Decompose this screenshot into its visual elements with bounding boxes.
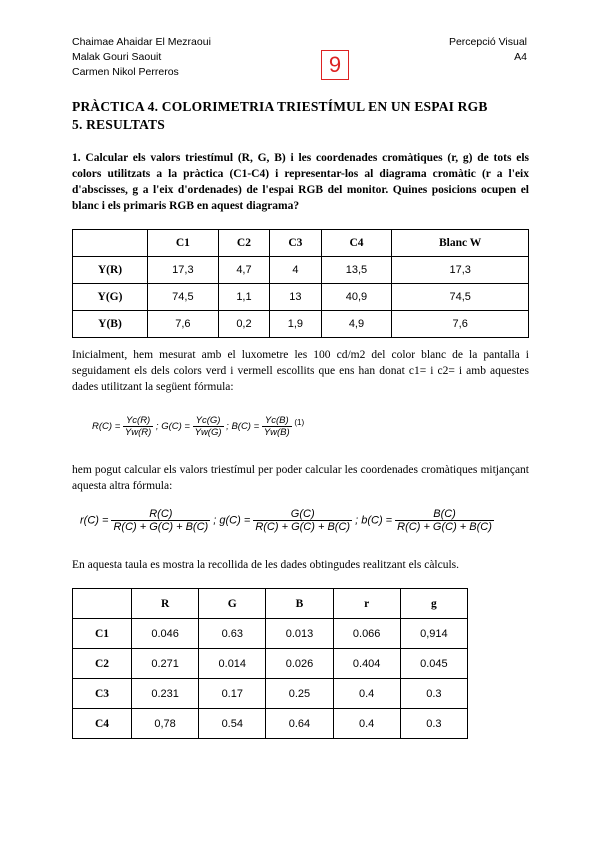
- numerator: R(C): [111, 508, 210, 521]
- table-cell: 0.404: [333, 649, 400, 679]
- table-cell: 40,9: [321, 284, 392, 311]
- denominator: R(C) + G(C) + B(C): [397, 521, 492, 533]
- table-cell: 0.231: [132, 679, 199, 709]
- table-cell: 0.17: [199, 679, 266, 709]
- formula-term: ; G(C) =: [155, 421, 190, 433]
- table-cell: 0.271: [132, 649, 199, 679]
- table-cell: 0.3: [400, 679, 467, 709]
- table-cell: 74,5: [148, 284, 219, 311]
- table-cell: 0.045: [400, 649, 467, 679]
- table-header-cell: C3: [270, 230, 321, 257]
- table-cell: 0,78: [132, 709, 199, 739]
- formula-term: R(C) =: [92, 421, 121, 433]
- table-row: [73, 709, 468, 739]
- table-cell: 7,6: [392, 311, 529, 338]
- numerator: G(C): [253, 508, 352, 521]
- table-cell: 17,3: [392, 257, 529, 284]
- row-label: C2: [73, 649, 132, 679]
- table-cell: 0.64: [266, 709, 333, 739]
- table-row: [73, 284, 529, 311]
- denominator: Yw(R): [124, 427, 152, 438]
- denominator: Yw(G): [194, 427, 222, 438]
- table-header-cell: B: [266, 589, 333, 619]
- title-line: PRÀCTICA 4. COLORIMETRIA TRIESTÍMUL EN UN ESPAI RGB: [72, 99, 488, 114]
- table-header-cell: [73, 230, 148, 257]
- table-cell: 0.63: [199, 619, 266, 649]
- fraction: [262, 415, 292, 438]
- table-cell: 0.4: [333, 679, 400, 709]
- formula-term: ; B(C) =: [226, 421, 260, 433]
- table-cell: 0.066: [333, 619, 400, 649]
- table-cell: 1,9: [270, 311, 321, 338]
- table-header-cell: C2: [218, 230, 269, 257]
- table-row: [73, 619, 468, 649]
- table-cell: 17,3: [148, 257, 219, 284]
- author-name: Carmen Nikol Perreros: [72, 66, 179, 78]
- section-heading: 5. RESULTATS: [72, 117, 165, 132]
- question-text: 1. Calcular els valors triestímul (R, G, B) i les coordenades cromàtiques (r, g) de tots els colors utilitzats a la pràctica (C1-C4) i representar-los al diagrama cromàtic (r a l'eix d'abscisses, g a l'eix d'ordenades) de l'espai RGB del monitor. Quines posicions ocupen el blanc i els primaris RGB en aquest diagrama?: [72, 152, 529, 212]
- table-header-cell: R: [132, 589, 199, 619]
- course-name: Percepció Visual: [448, 36, 527, 48]
- denominator: R(C) + G(C) + B(C): [113, 521, 209, 533]
- table-header-row: [73, 230, 529, 257]
- intro-paragraph: Inicialment, hem mesurat amb el luxometre les 100 cd/m2 del color blanc de la pantalla i seguidament els dels colors verd i vermell escollits que ens han donat c1= i c2= i amb aquestes dades utilitzant la següent fórmula:: [72, 349, 529, 393]
- table-row: [73, 257, 529, 284]
- table-cell: 0.54: [199, 709, 266, 739]
- denominator: R(C) + G(C) + B(C): [255, 521, 351, 533]
- table-cell: 0.25: [266, 679, 333, 709]
- numerator: Yc(G): [193, 415, 224, 427]
- table-row: [73, 311, 529, 338]
- row-label: Y(B): [73, 311, 148, 338]
- fraction: [253, 508, 352, 533]
- formula-reference: (1): [294, 417, 305, 427]
- table-cell: 0.026: [266, 649, 333, 679]
- formula-term: ; b(C) =: [355, 514, 393, 527]
- table-cell: 0.046: [132, 619, 199, 649]
- table-header-cell: C4: [321, 230, 392, 257]
- numerator: Yc(B): [262, 415, 292, 427]
- table-header-cell: [73, 589, 132, 619]
- table-cell: 0.4: [333, 709, 400, 739]
- numerator: Yc(R): [123, 415, 153, 427]
- table-header-cell: g: [400, 589, 467, 619]
- table-header-cell: r: [333, 589, 400, 619]
- table-header-cell: Blanc W: [392, 230, 529, 257]
- row-label: C1: [73, 619, 132, 649]
- fraction: [193, 415, 224, 438]
- table-cell: 4,7: [218, 257, 269, 284]
- course-block: [449, 35, 527, 65]
- fraction: [395, 508, 494, 533]
- tristimulus-luminance-table: [72, 229, 529, 338]
- group-label: A4: [514, 51, 527, 63]
- table-cell: 0,914: [400, 619, 467, 649]
- tristimulus-formula: [92, 415, 304, 438]
- table-row: [73, 679, 468, 709]
- chromaticity-formula: [80, 508, 494, 533]
- table-cell: 0.013: [266, 619, 333, 649]
- table-row: [73, 649, 468, 679]
- table-cell: 4,9: [321, 311, 392, 338]
- table-cell: 4: [270, 257, 321, 284]
- grade-mark: 9: [321, 50, 349, 80]
- table-cell: 13,5: [321, 257, 392, 284]
- table-cell: 1,1: [218, 284, 269, 311]
- author-name: Chaimae Ahaidar El Mezraoui: [72, 36, 211, 48]
- numerator: B(C): [395, 508, 494, 521]
- authors-block: [72, 35, 211, 80]
- method-paragraph: hem pogut calcular els valors triestímul per poder calcular les coordenades cromàtiques mitjançant aquesta altra fórmula:: [72, 464, 529, 492]
- table-header-cell: C1: [148, 230, 219, 257]
- fraction: [123, 415, 153, 438]
- fraction: [111, 508, 210, 533]
- formula-term: ; g(C) =: [213, 514, 251, 527]
- table-intro-paragraph: En aquesta taula es mostra la recollida de les dades obtingudes realitzant els càlculs.: [72, 559, 460, 571]
- author-name: Malak Gouri Saouit: [72, 51, 162, 63]
- chromaticity-results-table: [72, 588, 468, 739]
- table-header-row: [73, 589, 468, 619]
- table-cell: 74,5: [392, 284, 529, 311]
- table-header-cell: G: [199, 589, 266, 619]
- page-title: [72, 98, 488, 134]
- table-cell: 0.3: [400, 709, 467, 739]
- denominator: Yw(B): [263, 427, 290, 438]
- formula-term: r(C) =: [80, 514, 109, 527]
- row-label: C3: [73, 679, 132, 709]
- row-label: Y(R): [73, 257, 148, 284]
- table-cell: 7,6: [148, 311, 219, 338]
- row-label: Y(G): [73, 284, 148, 311]
- table-cell: 13: [270, 284, 321, 311]
- row-label: C4: [73, 709, 132, 739]
- table-cell: 0,2: [218, 311, 269, 338]
- table-cell: 0.014: [199, 649, 266, 679]
